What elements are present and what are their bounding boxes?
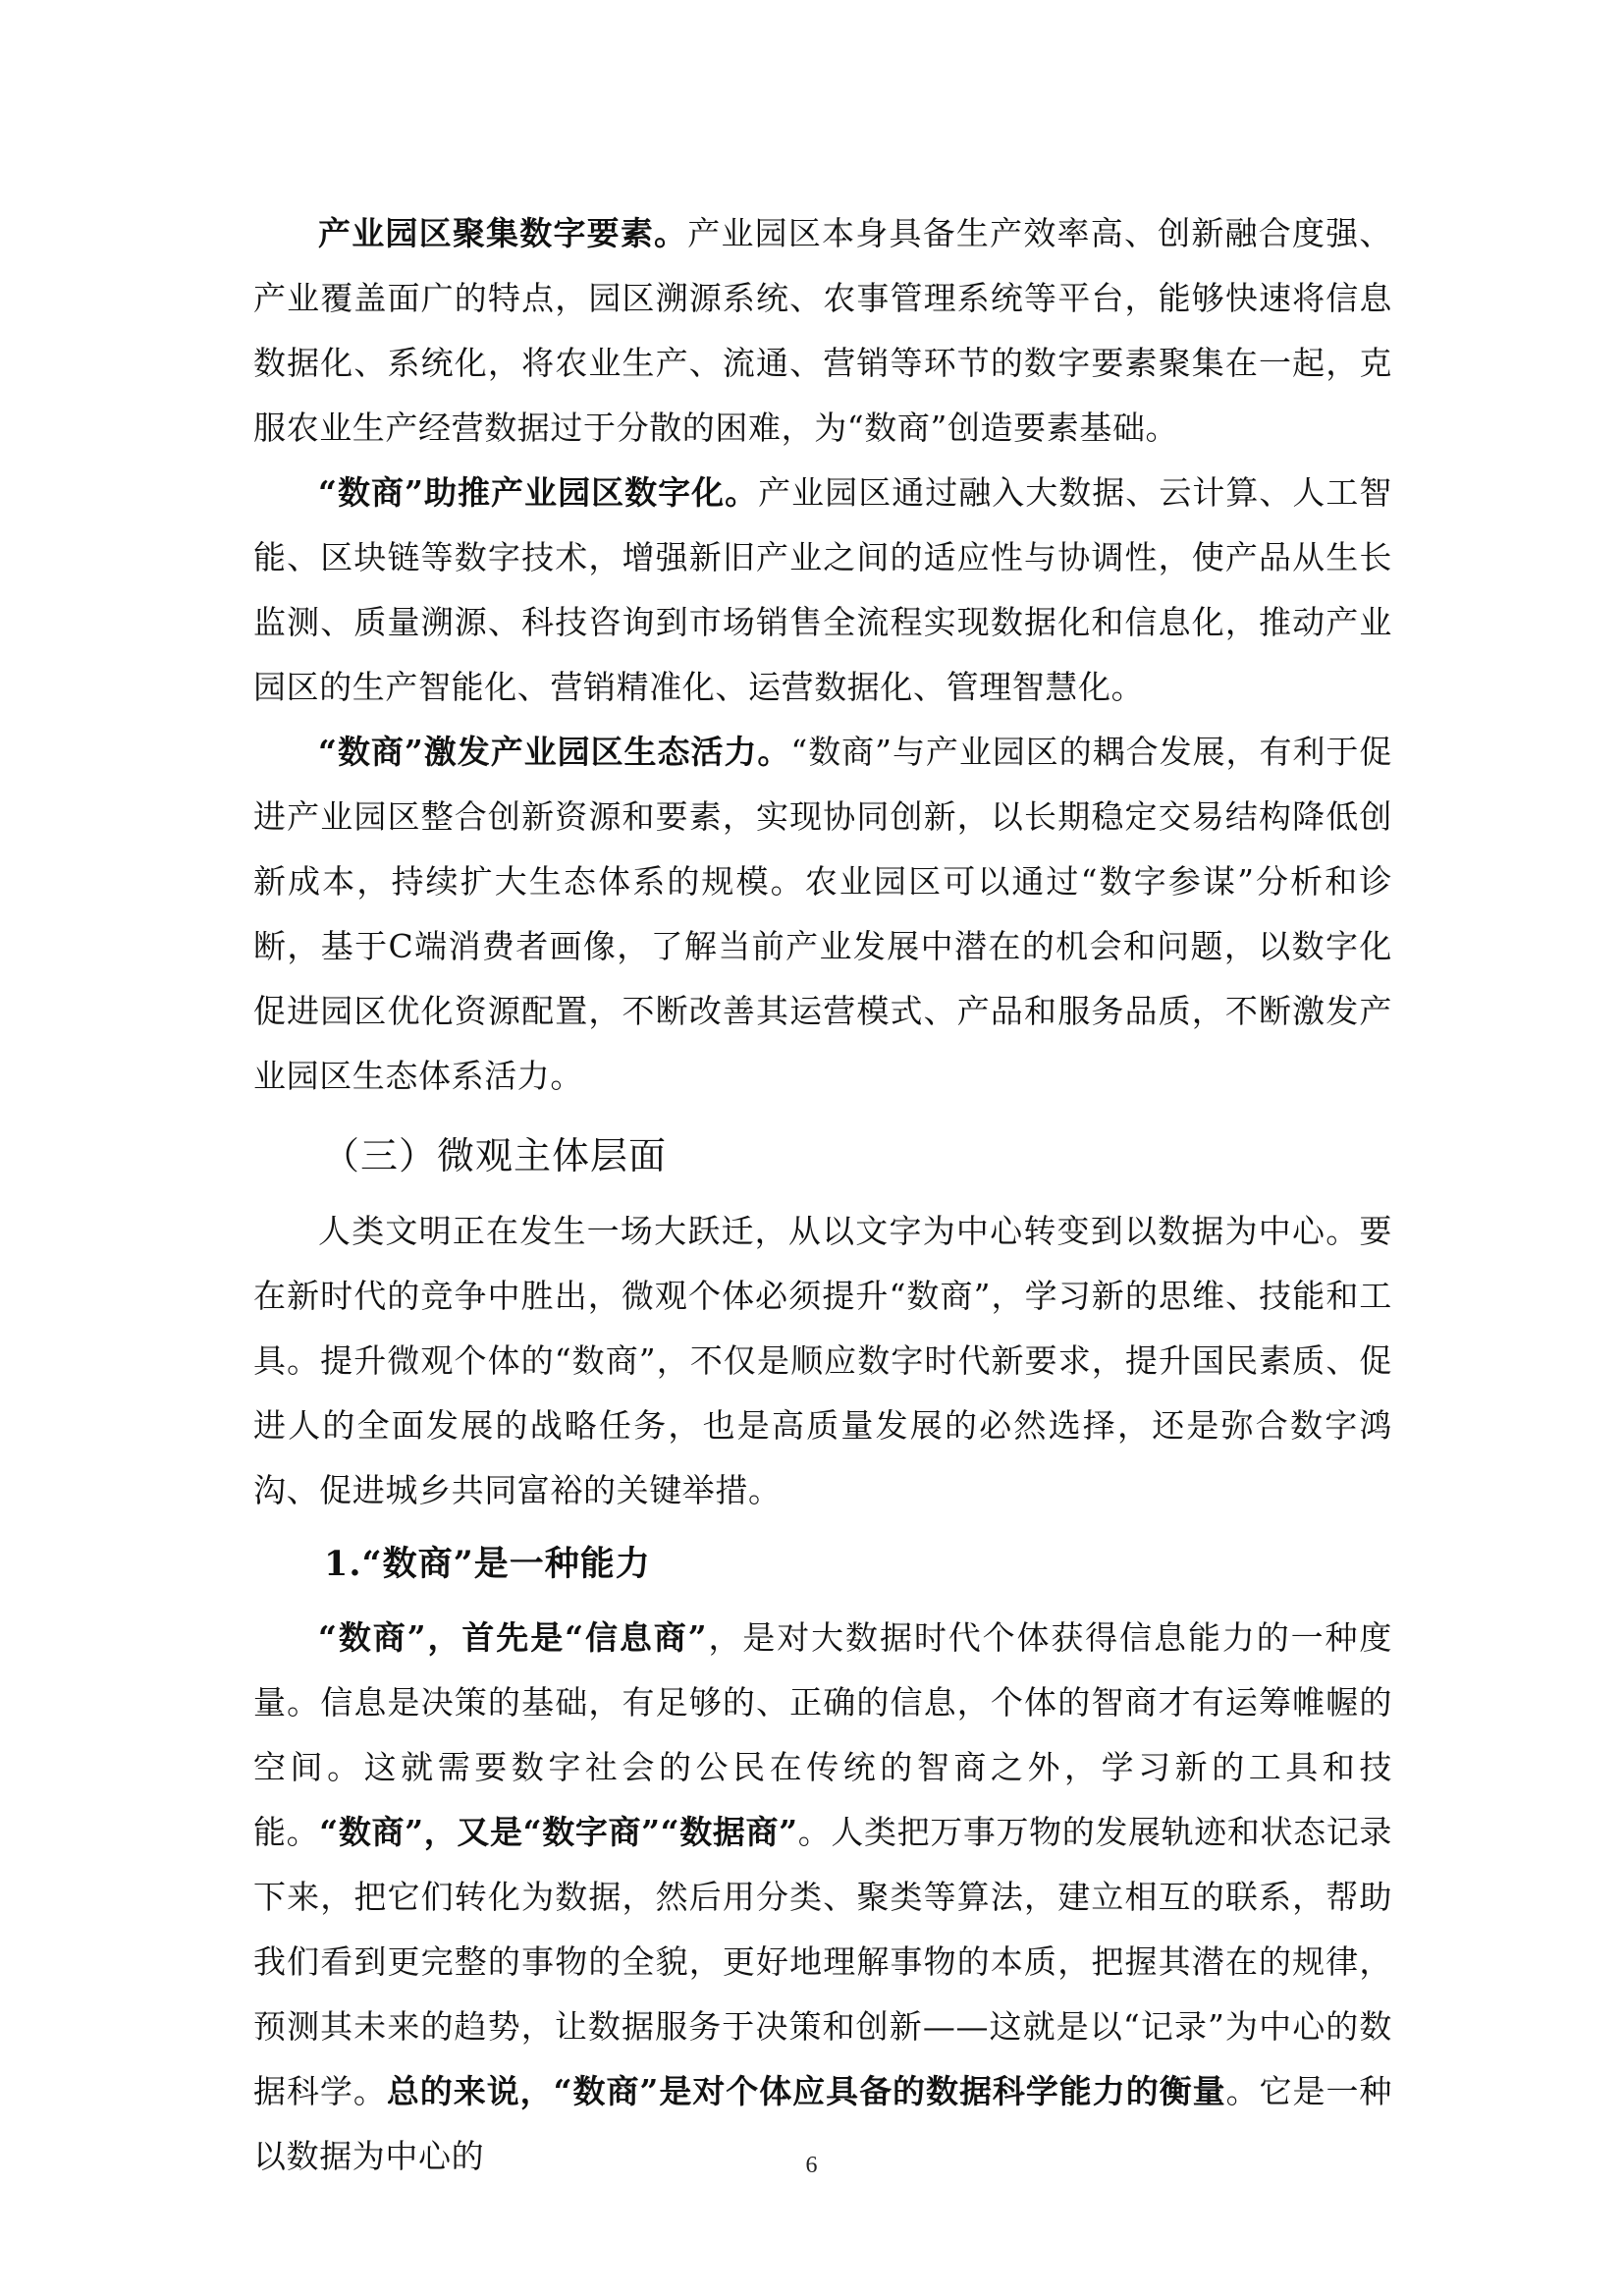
- paragraph-text: 。人类把万事万物的发展轨迹和状态记录下来，把它们转化为数据，然后用分类、聚类等算法，建立相互的联系，帮助我们看到更完整的事物的全貌，更好地理解事物的本质，把握其潜在的规律，预测其未来的趋势，让数据服务于决策和创新——这就是以“记录”为中心的数据科学。: [253, 1813, 1393, 2110]
- paragraph-text: “数商”与产业园区的耦合发展，有利于促进产业园区整合创新资源和要素，实现协同创新，以长期稳定交易结构降低创新成本，持续扩大生态体系的规模。农业园区可以通过“数字参谋”分析和诊断，基于C端消费者画像，了解当前产业发展中潜在的机会和问题，以数字化促进园区优化资源配置，不断改善其运营模式、产品和服务品质，不断激发产业园区生态体系活力。: [253, 733, 1392, 1095]
- paragraph-lead-bold: “数商”激发产业园区生态活力。: [318, 733, 791, 771]
- paragraph-inline-bold: “数商”，又是“数字商”“数据商”: [319, 1813, 798, 1851]
- paragraph-ecosystem-vitality: [253, 720, 1392, 1109]
- paragraph-lead-bold: 产业园区聚集数字要素。: [318, 214, 688, 252]
- paragraph-information-quotient: [253, 1606, 1392, 2189]
- section-heading-micro-level: （三）微观主体层面: [322, 1134, 668, 1177]
- paragraph-lead-bold: “数商”，首先是“信息商”: [318, 1618, 708, 1657]
- paragraph-text: ，是对大数据时代个体获得信息能力的一种度量。信息是决策的基础，有足够的、正确的信息，个体的智商才有运筹帷幄的空间。这就需要数字社会的公民在传统的智商之外，学习新的工具和技能。: [253, 1618, 1392, 1851]
- paragraph-text: 。它是一种以数据为中心的: [253, 2072, 1393, 2175]
- subsection-heading-ability: 1.“数商”是一种能力: [324, 1544, 651, 1584]
- paragraph-text: 产业园区通过融入大数据、云计算、人工智能、区块链等数字技术，增强新旧产业之间的适应性与协调性，使产品从生长监测、质量溯源、科技咨询到市场销售全流程实现数据化和信息化，推动产业园区的生产智能化、营销精准化、运营数据化、管理智慧化。: [253, 473, 1392, 706]
- document-body: [253, 201, 1392, 2189]
- paragraph-text: 产业园区本身具备生产效率高、创新融合度强、产业覆盖面广的特点，园区溯源系统、农事管理系统等平台，能够快速将信息数据化、系统化，将农业生产、流通、营销等环节的数字要素聚集在一起，克服农业生产经营数据过于分散的困难，为“数商”创造要素基础。: [253, 214, 1392, 447]
- paragraph-industrial-park-elements: [253, 201, 1392, 461]
- paragraph-lead-bold: “数商”助推产业园区数字化。: [318, 473, 759, 512]
- paragraph-digitalization: [253, 461, 1392, 720]
- paragraph-civilization-leap: [253, 1199, 1392, 1523]
- page-number: 6: [805, 2153, 818, 2178]
- paragraph-text: 人类文明正在发生一场大跃迁，从以文字为中心转变到以数据为中心。要在新时代的竞争中胜出，微观个体必须提升“数商”，学习新的思维、技能和工具。提升微观个体的“数商”，不仅是顺应数字时代新要求，提升国民素质、促进人的全面发展的战略任务，也是高质量发展的必然选择，还是弥合数字鸿沟、促进城乡共同富裕的关键举措。: [253, 1212, 1392, 1509]
- paragraph-inline-bold: 总的来说，“数商”是对个体应具备的数据科学能力的衡量: [386, 2072, 1226, 2110]
